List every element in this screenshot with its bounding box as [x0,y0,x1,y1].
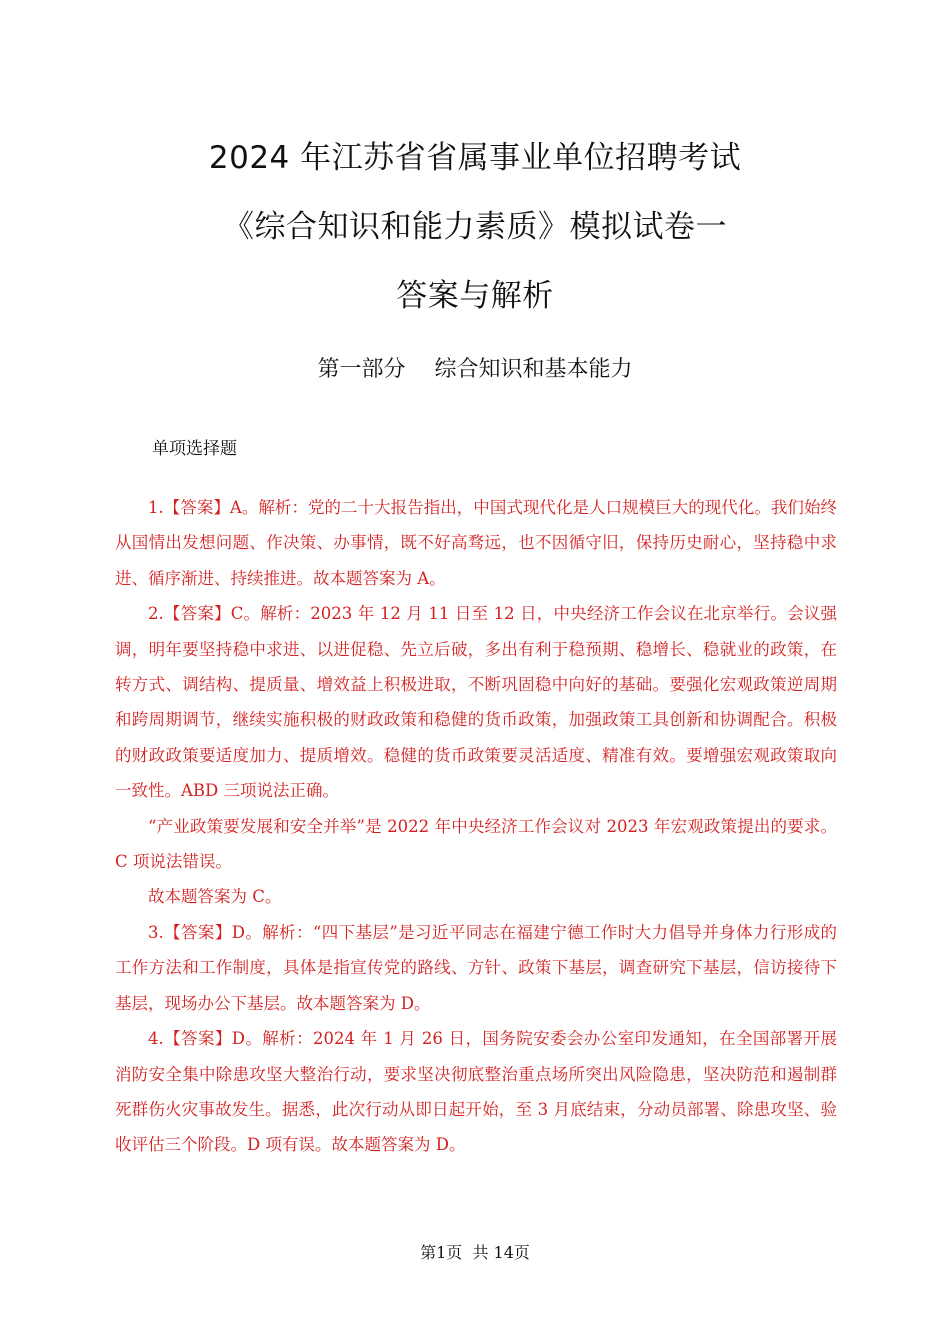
document-title-line-3: 答案与解析 [396,278,554,314]
answer-item-4: 4.【答案】D。解析：2024 年 1 月 26 日，国务院安委会办公室印发通知，在全国部署开展消防安全集中除患攻坚大整治行动，要求坚决彻底整治重点场所突出风险隐患，坚决防范和遏制群死群伤火灾事故发生。据悉，此次行动从即日起开始，至 3 月底结束，分动员部署、除患攻坚、验收评估三个阶段。D 项有误。故本题答案为 D。 [115,1029,837,1155]
answer-item-2-note: “产业政策要发展和安全并举”是 2022 年中央经济工作会议对 2023 年宏观政策提出的要求。C 项说法错误。 [115,816,837,872]
document-title-line-1: 2024 年江苏省省属事业单位招聘考试 [208,140,742,176]
answer-item-2: 2.【答案】C。解析：2023 年 12 月 11 日至 12 日，中央经济工作会议在北京举行。会议强调，明年要坚持稳中求进、以进促稳、先立后破，多出有利于稳预期、稳增长、稳就业的政策，在转方式、调结构、提质量、增效益上积极进取，不断巩固稳中向好的基础。要强化宏观政策逆周期和跨周期调节，继续实施积极的财政政策和稳健的货币政策，加强政策工具创新和协调配合。积极的财政政策要适度加力、提质增效。稳健的货币政策要灵活适度、精准有效。要增强宏观政策取向一致性。ABD 三项说法正确。 [115,604,837,801]
answer-item-1: 1.【答案】A。解析：党的二十大报告指出，中国式现代化是人口规模巨大的现代化。我们始终从国情出发想问题、作决策、办事情，既不好高骛远，也不因循守旧，保持历史耐心，坚持稳中求进、循序渐进、持续推进。故本题答案为 A。 [115,498,837,588]
page-footer: 第1页 共 14页 [420,1243,530,1262]
section-heading: 第一部分 综合知识和基本能力 [317,357,633,382]
answer-list [115,490,837,1163]
answer-item-3: 3.【答案】D。解析：“四下基层”是习近平同志在福建宁德工作时大力倡导并身体力行形成的工作方法和工作制度，具体是指宣传党的路线、方针、政策下基层，调查研究下基层，信访接待下基层，现场办公下基层。故本题答案为 D。 [115,922,837,1013]
question-type-heading: 单项选择题 [152,439,237,459]
answer-item-2-conclusion: 故本题答案为 C。 [148,887,282,907]
document-title-line-2: 《综合知识和能力素质》模拟试卷一 [223,209,727,245]
